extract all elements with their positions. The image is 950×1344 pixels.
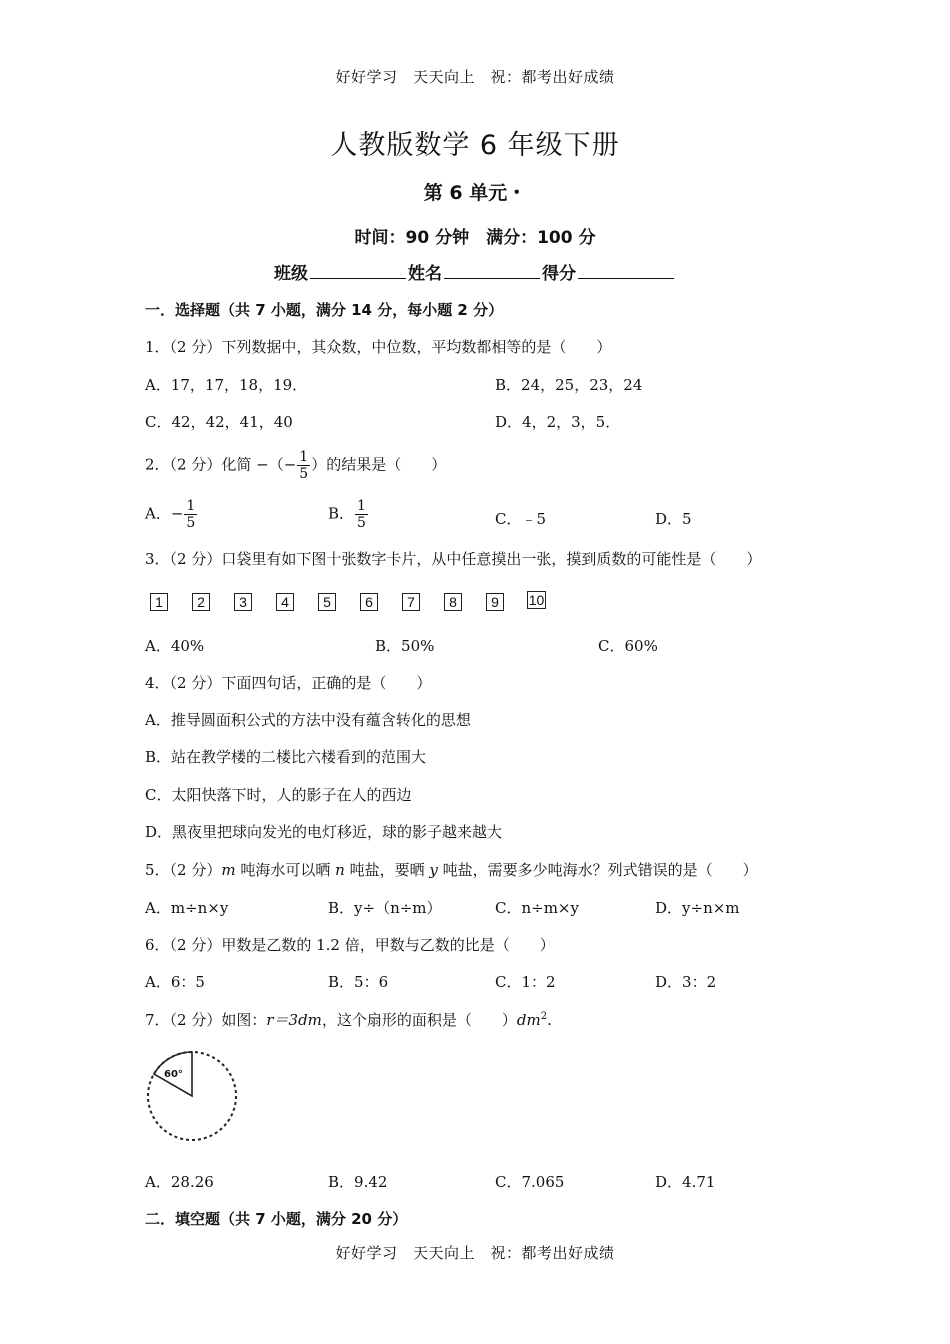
number-card: 5	[318, 593, 336, 611]
q5-option-d: D．y÷n×m	[655, 899, 740, 917]
q2-fraction: $\frac{1}{5}$	[299, 449, 309, 482]
number-card: 1	[150, 593, 168, 611]
number-card: 2	[192, 593, 210, 611]
q3-stem: 3．（2 分）口袋里有如下图十张数字卡片，从中任意摸出一张，摸到质数的可能性是（ ）	[145, 550, 762, 568]
q4-option-b: B．站在教学楼的二楼比六楼看到的范围大	[145, 748, 427, 766]
var-m: m	[221, 861, 236, 879]
var-y: y	[429, 861, 438, 879]
q2-option-b: B． $\frac{1}{5}$	[328, 498, 366, 531]
q2-option-c: C．﹣5	[495, 510, 547, 528]
page-title: 人教版数学 6 年级下册	[330, 130, 620, 161]
student-fields	[0, 259, 950, 284]
q5-option-b: B．y÷（n÷m）	[328, 899, 442, 917]
name-blank[interactable]	[444, 262, 540, 279]
radius-formula: r＝3dm	[266, 1011, 322, 1029]
q3-option-a: A．40%	[145, 637, 205, 655]
q5-option-a: A．m÷n×y	[145, 899, 229, 917]
section-2-heading: 二．填空题（共 7 小题，满分 20 分）	[145, 1210, 408, 1228]
q4-option-c: C．太阳快落下时，人的影子在人的西边	[145, 786, 412, 804]
unit-subtitle: 第 6 单元・	[423, 182, 527, 204]
q6-stem: 6．（2 分）甲数是乙数的 1.2 倍，甲数与乙数的比是（ ）	[145, 936, 555, 954]
number-card: 3	[234, 593, 252, 611]
q2-option-a: A．− $\frac{1}{5}$	[145, 498, 196, 531]
q7-stem: 7．（2 分）如图：r＝3dm，这个扇形的面积是（ ）$dm^2$.	[145, 1011, 552, 1029]
angle-label: 60°	[164, 1069, 183, 1080]
q1-option-b: B．24，25，23，24	[495, 376, 643, 394]
q7-option-a: A．28.26	[145, 1173, 214, 1191]
page-footer: 好好学习 天天向上 祝：都考出好成绩	[335, 1244, 615, 1262]
number-card: 8	[444, 593, 462, 611]
q2-stem-post: ）的结果是（ ）	[311, 455, 447, 474]
q4-stem: 4．（2 分）下面四句话，正确的是（ ）	[145, 674, 432, 692]
time-score-info: 时间：90 分钟 满分：100 分	[354, 228, 596, 248]
q7-option-b: B．9.42	[328, 1173, 388, 1191]
score-label: 得分	[542, 264, 576, 284]
q5-stem: 5．（2 分）m 吨海水可以晒 n 吨盐，要晒 y 吨盐，需要多少吨海水？列式错误的是（ ）	[145, 861, 758, 879]
q1-option-c: C．42，42，41，40	[145, 413, 293, 431]
q7-option-d: D．4.71	[655, 1173, 716, 1191]
q2-stem	[145, 449, 446, 482]
q1-option-a: A．17，17，18，19．	[145, 376, 308, 394]
q6-option-b: B．5：6	[328, 973, 389, 991]
class-blank[interactable]	[310, 262, 406, 279]
number-card: 4	[276, 593, 294, 611]
q6-option-d: D．3：2	[655, 973, 717, 991]
q3-option-c: C．60%	[598, 637, 658, 655]
name-label: 姓名	[408, 264, 442, 284]
score-blank[interactable]	[578, 262, 674, 279]
q5-option-c: C．n÷m×y	[495, 899, 579, 917]
area-unit: dm	[516, 1011, 541, 1029]
var-n: n	[335, 861, 345, 879]
q1-option-d: D．4，2，3，5．	[495, 413, 621, 431]
class-label: 班级	[274, 264, 308, 284]
number-card: 7	[402, 593, 420, 611]
sector-diagram	[140, 1045, 245, 1150]
q4-option-d: D．黑夜里把球向发光的电灯移近，球的影子越来越大	[145, 823, 503, 841]
q1-stem: 1．（2 分）下列数据中，其众数，中位数，平均数都相等的是（ ）	[145, 338, 612, 356]
q4-option-a: A．推导圆面积公式的方法中没有蕴含转化的思想	[145, 711, 471, 729]
q7-option-c: C．7.065	[495, 1173, 565, 1191]
q3-option-b: B．50%	[375, 637, 435, 655]
q2-stem-pre: 2．（2 分）化简 −（−	[145, 455, 297, 474]
number-card: 9	[486, 593, 504, 611]
q2-option-d: D．5	[655, 510, 692, 528]
number-card: 10	[528, 592, 545, 608]
section-1-heading: 一．选择题（共 7 小题，满分 14 分，每小题 2 分）	[145, 301, 504, 319]
number-card: 6	[360, 593, 378, 611]
page-header: 好好学习 天天向上 祝：都考出好成绩	[335, 68, 615, 86]
q6-option-c: C．1：2	[495, 973, 556, 991]
q6-option-a: A．6：5	[145, 973, 205, 991]
